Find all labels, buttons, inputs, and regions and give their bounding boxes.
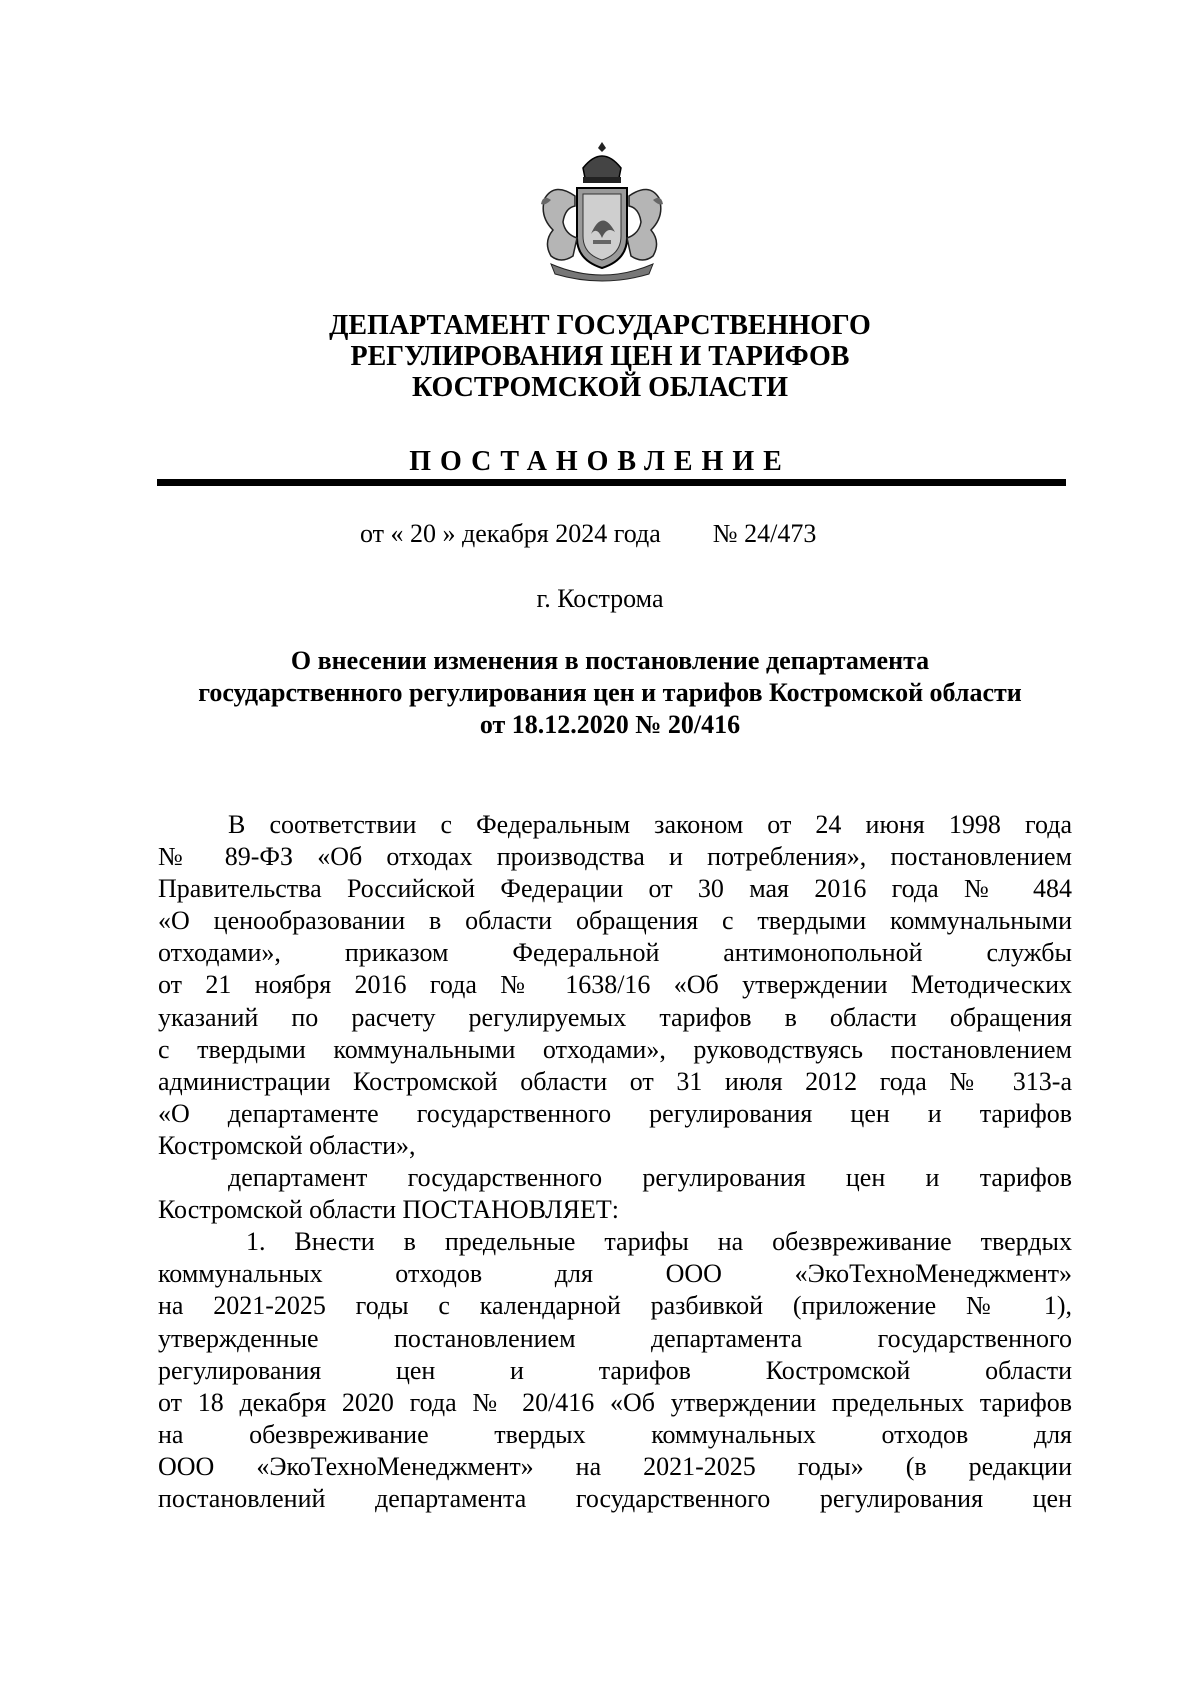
document-date: от « 20 » декабря 2024 года	[360, 519, 661, 548]
header-divider	[157, 479, 1066, 486]
body-line: В соответствии с Федеральным законом от 24 июня 1998 года	[228, 810, 1072, 839]
document-type: ПОСТАНОВЛЕНИЕ	[409, 446, 791, 477]
body-line: на 2021-2025 годы с календарной разбивкой (приложение № 1),	[158, 1291, 1072, 1321]
body-line: Правительства Российской Федерации от 30 мая 2016 года № 484	[158, 874, 1072, 904]
subject-line: государственного регулирования цен и тарифов Костромской области	[198, 678, 1022, 707]
document-subject	[150, 645, 1070, 741]
body-line: от 21 ноября 2016 года № 1638/16 «Об утверждении Методических	[158, 970, 1072, 1000]
body-line: коммунальных отходов для ООО «ЭкоТехноМенеджмент»	[158, 1259, 1072, 1289]
coat-of-arms-emblem	[531, 138, 673, 286]
body-line: департамент государственного регулирования цен и тарифов	[228, 1163, 1072, 1193]
body-line: отходами», приказом Федеральной антимонопольной службы	[158, 938, 1072, 968]
body-line: с твердыми коммунальными отходами», руководствуясь постановлением	[158, 1034, 1072, 1064]
body-line: указаний по расчету регулируемых тарифов в области обращения	[158, 1002, 1072, 1032]
date-and-number	[360, 519, 816, 549]
body-line: на обезвреживание твердых коммунальных отходов для	[158, 1419, 1072, 1449]
authority-line: ДЕПАРТАМЕНТ ГОСУДАРСТВЕННОГО	[329, 310, 871, 341]
subject-line: от 18.12.2020 № 20/416	[479, 710, 741, 739]
document-body	[158, 809, 1072, 1515]
body-line: № 89-ФЗ «Об отходах производства и потребления», постановлением	[158, 842, 1072, 872]
body-line: «О ценообразовании в области обращения с твердыми коммунальными	[158, 906, 1072, 936]
document-number: № 24/473	[712, 519, 817, 548]
body-line: утвержденные постановлением департамента государственного	[158, 1323, 1072, 1353]
body-line: регулирования цен и тарифов Костромской области	[158, 1355, 1072, 1385]
body-line: «О департаменте государственного регулирования цен и тарифов	[158, 1098, 1072, 1128]
issue-city: г. Кострома	[536, 584, 664, 613]
body-line: ООО «ЭкоТехноМенеджмент» на 2021-2025 годы» (в редакции	[158, 1451, 1072, 1481]
subject-line: О внесении изменения в постановление департамента	[290, 646, 930, 675]
body-line: Костромской области ПОСТАНОВЛЯЕТ:	[158, 1195, 619, 1225]
body-line: от 18 декабря 2020 года № 20/416 «Об утверждении предельных тарифов	[158, 1387, 1072, 1417]
body-line: постановлений департамента государственного регулирования цен	[158, 1483, 1072, 1513]
issuing-authority	[0, 310, 1200, 403]
authority-line: РЕГУЛИРОВАНИЯ ЦЕН И ТАРИФОВ	[350, 341, 850, 372]
body-line: администрации Костромской области от 31 июля 2012 года № 313-а	[158, 1066, 1072, 1096]
authority-line: КОСТРОМСКОЙ ОБЛАСТИ	[411, 372, 789, 403]
body-line: Костромской области»,	[158, 1130, 416, 1160]
body-line: 1. Внести в предельные тарифы на обезвреживание твердых	[246, 1227, 1072, 1257]
